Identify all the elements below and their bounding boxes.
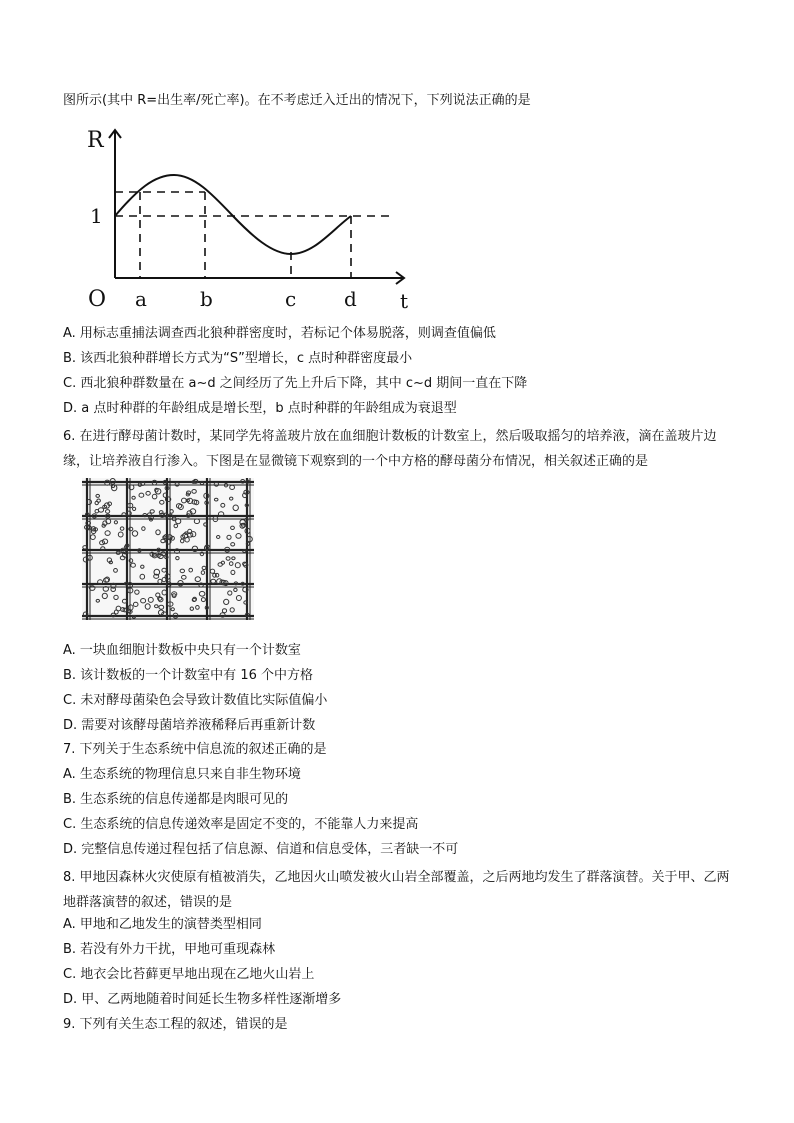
q6-option-d: D. 需要对该酵母菌培养液稀释后再重新计数 [63,718,316,733]
q5-option-d: D. a 点时种群的年龄组成是增长型，b 点时种群的年龄组成为衰退型 [63,401,457,416]
q6-option-c: C. 未对酵母菌染色会导致计数值比实际值偏小 [63,693,328,708]
x-label-b: b [200,287,213,311]
q6-option-a: A. 一块血细胞计数板中央只有一个计数室 [63,643,301,658]
q7-option-d: D. 完整信息传递过程包括了信息源、信道和信息受体，三者缺一不可 [63,842,459,857]
q5-option-a: A. 用标志重捕法调查西北狼种群密度时，若标记个体易脱落，则调查值偏低 [63,326,496,341]
q5-stem: 图所示(其中 R=出生率/死亡率)。在不考虑迁入迁出的情况下，下列说法正确的是 [63,93,531,108]
yeast-counting-grid [82,478,254,620]
q8-option-d: D. 甲、乙两地随着时间延长生物多样性逐渐增多 [63,992,342,1007]
x-axis-label: t [400,289,409,313]
origin-label: O [88,287,107,312]
q7-option-a: A. 生态系统的物理信息只来自非生物环境 [63,767,301,782]
q5-option-b: B. 该西北狼种群增长方式为“S”型增长，c 点时种群密度最小 [63,351,413,366]
q8-stem: 8. 甲地因森林火灾使原有植被消失，乙地因火山喷发被火山岩全部覆盖，之后两地均发生了群落演替。关于甲、乙两地群落演替的叙述，错误的是 [63,870,730,910]
q9-stem: 9. 下列有关生态工程的叙述，错误的是 [63,1017,288,1032]
q8-option-c: C. 地衣会比苔藓更早地出现在乙地火山岩上 [63,967,315,982]
q7-stem: 7. 下列关于生态系统中信息流的叙述正确的是 [63,742,327,757]
q6-option-b: B. 该计数板的一个计数室中有 16 个中方格 [63,668,313,683]
x-label-a: a [135,287,147,311]
q5-option-c: C. 西北狼种群数量在 a~d 之间经历了先上升后下降，其中 c~d 期间一直在下降 [63,376,528,391]
q7-option-b: B. 生态系统的信息传递都是肉眼可见的 [63,792,289,807]
q8-option-a: A. 甲地和乙地发生的演替类型相同 [63,917,262,932]
q8-option-b: B. 若没有外力干扰，甲地可重现森林 [63,942,276,957]
x-label-c: c [285,287,297,311]
ratio-curve [115,175,351,254]
q6-stem: 6. 在进行酵母菌计数时，某同学先将盖玻片放在血细胞计数板的计数室上，然后吸取摇匀的培养液，滴在盖玻片边缘，让培养液自行渗入。下图是在显微镜下观察到的一个中方格的酵母菌分布情况，相关叙述正确的是 [63,429,717,469]
x-label-d: d [344,287,357,311]
birth-death-ratio-graph [82,120,412,315]
y-one-label: 1 [90,204,103,228]
q7-option-c: C. 生态系统的信息传递效率是固定不变的，不能靠人力来提高 [63,817,419,832]
y-axis-label: R [87,128,104,153]
